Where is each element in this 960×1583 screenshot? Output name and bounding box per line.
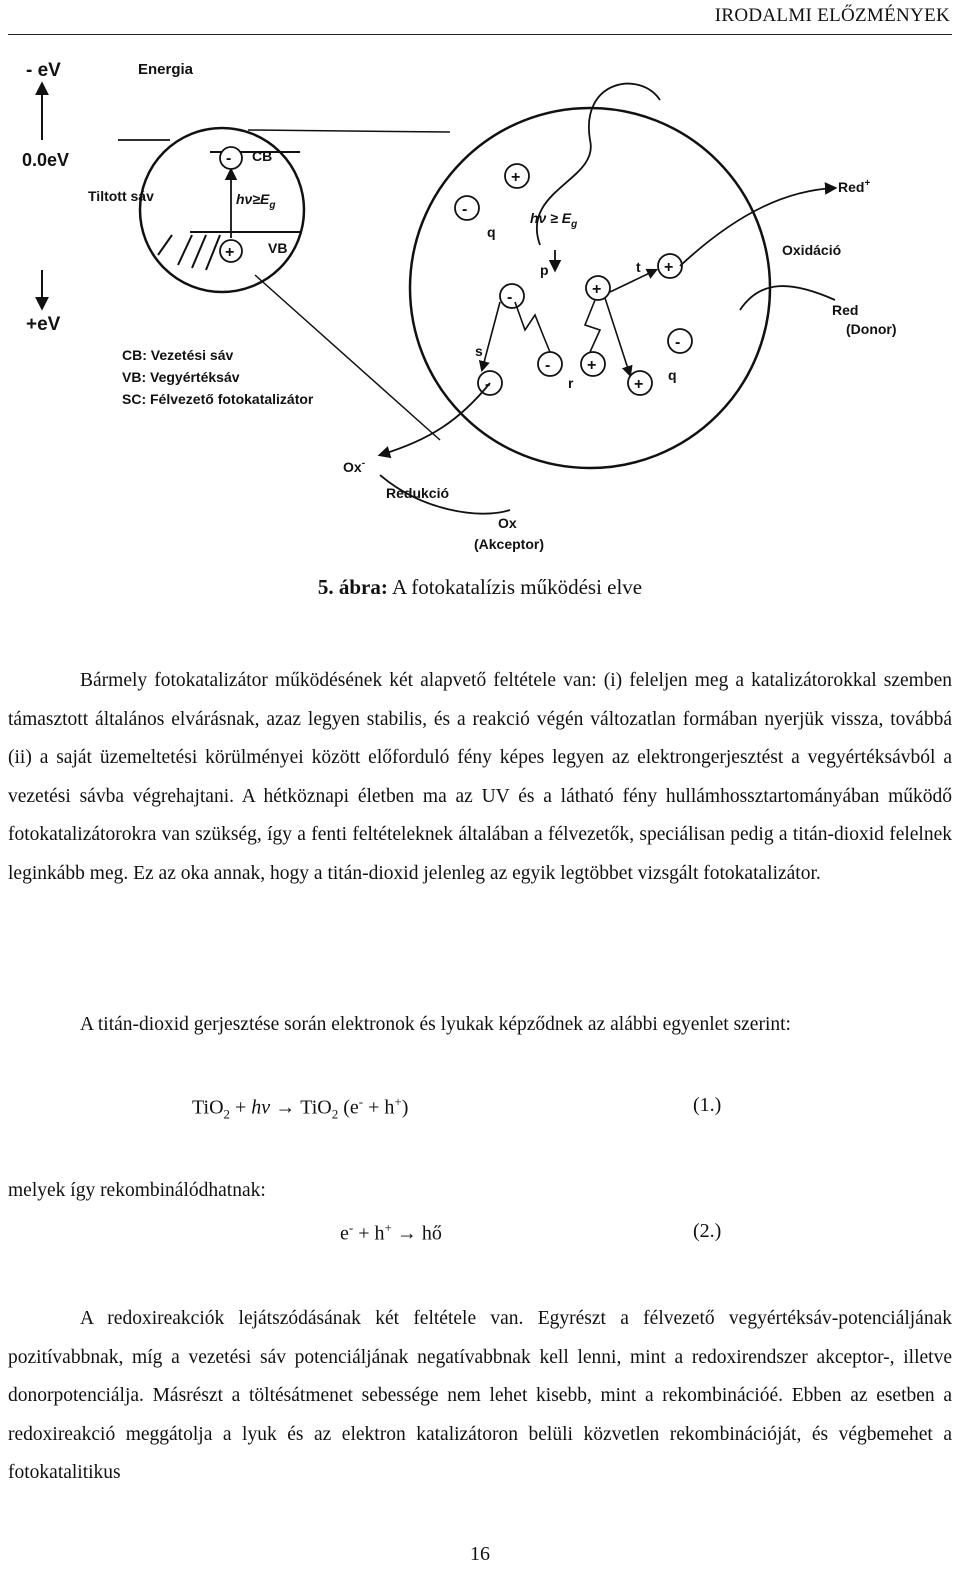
zoom-line-bottom <box>255 275 440 440</box>
svg-text:-: - <box>462 201 468 218</box>
svg-text:+: + <box>634 376 644 393</box>
electron-volume-arrow <box>482 302 500 370</box>
paragraph-1: Bármely fotokatalizátor működésének két alapvető feltétele van: (i) feleljen meg a katalizátorokkal szemben támasztott általános elvárásnak, azaz legyen stabilis, és a reakció végén változatlan formában nyerjük vissza, továbbá (ii) a saját üzemeltetési körülményei között előforduló fény képes legyen az elektrongerjesztést a vegyértéksávból a vezetési sávba végrehajtani. A hétköznapi életben ma az UV és a látható fény hullámhossztartományában működő fotokatalizátorokra van szükség, így a fenti feltételeknek általában a félvezetők, speciálisan pedig a titán-dioxid felelnek leginkább meg. Ez az oka annak, hogy a titán-dioxid jelenleg az egyik legtöbbet vizsgált fotokatalizátor. <box>8 670 952 884</box>
caption-text: A fotokatalízis működési elve <box>391 575 643 599</box>
reduction-product: Ox- <box>343 458 366 475</box>
paragraph-3: melyek így rekombinálódhatnak: <box>8 1180 266 1201</box>
hole-volume-arrow <box>605 298 630 375</box>
figure-caption <box>0 575 960 600</box>
axis-zero-label: 0.0eV <box>22 150 70 170</box>
hole-migration-arrow <box>610 270 656 292</box>
legend-sc: SC: Félvezető fotokatalizátor <box>122 391 314 407</box>
reduction-arrow <box>380 383 490 455</box>
donor-curve <box>740 286 835 310</box>
svg-text:+: + <box>587 357 597 374</box>
band-excitation-label: $h\nu\ge E_g$ <box>236 191 276 211</box>
axis-bottom-label: +eV <box>26 314 61 335</box>
svg-text:+: + <box>225 244 235 261</box>
legend-cb: CB: Vezetési sáv <box>122 347 234 363</box>
vb-label: VB <box>268 240 288 256</box>
equation-2: e- + h+ → hő <box>340 1220 442 1245</box>
photocatalysis-figure <box>0 40 960 570</box>
recombination-path-r <box>515 302 550 352</box>
svg-text:+: + <box>511 169 521 186</box>
zoom-line-top <box>248 130 450 132</box>
equation-1: TiO$_2$ + hν → TiO$_2$ (e- + h+) <box>192 1094 409 1122</box>
page-number: 16 <box>470 1543 490 1565</box>
reduction-reactant-role: (Akceptor) <box>474 536 545 552</box>
charge-carriers <box>455 164 692 395</box>
svg-text:+: + <box>664 259 674 276</box>
equation-1-number: (1.) <box>693 1094 722 1116</box>
svg-text:-: - <box>675 334 681 351</box>
svg-text:-: - <box>545 357 551 374</box>
particle-excitation-label: $h\nu \ge E_g$ <box>530 210 578 230</box>
path-s: s <box>475 343 483 359</box>
svg-text:-: - <box>226 150 232 167</box>
oxidation-label: Oxidáció <box>782 242 842 258</box>
oxidation-reactant-role: (Donor) <box>846 321 897 337</box>
path-p: p <box>540 262 549 278</box>
svg-text:+: + <box>592 281 602 298</box>
path-t: t <box>636 259 641 275</box>
axis-title: Energia <box>138 61 194 78</box>
reduction-reactant: Ox <box>498 515 517 531</box>
paragraph-4: A redoxireakciók lejátszódásának két feltétele van. Egyrészt a félvezető vegyértéksáv-potenciáljának pozitívabbnak, míg a vezetési sáv potenciáljának negatívabbnak kell lenni, mint a redoxirendszer akceptor-, illetve donorpotenciálja. Másrészt a töltésátmenet sebessége nem lehet kisebb, mint a rekombinációé. Ebben az esetben a redoxireakció meggátolja a lyuk és az elektron katalizátoron belüli közvetlen rekombinációját, és végbemehet a fotokatalitikus <box>8 1308 952 1484</box>
path-q-upper: q <box>487 224 496 240</box>
axis-top-label: - eV <box>26 60 61 81</box>
equation-2-number: (2.) <box>693 1220 722 1242</box>
oxidation-reactant: Red <box>832 302 859 318</box>
page-header: IRODALMI ELŐZMÉNYEK <box>714 5 950 26</box>
svg-text:-: - <box>507 289 513 306</box>
paragraph-2: A titán-dioxid gerjesztése során elektronok és lyukak képződnek az alábbi egyenlet szerint: <box>80 1014 791 1035</box>
reduction-label: Redukció <box>386 485 450 501</box>
path-q-lower: q <box>668 367 677 383</box>
photocatalysis-diagram <box>0 40 960 570</box>
path-r: r <box>568 375 574 391</box>
band-gap-label: Tiltott sáv <box>88 188 154 204</box>
legend-vb: VB: Vegyértéksáv <box>122 369 240 385</box>
header-rule <box>8 34 952 35</box>
vb-hatch <box>158 235 220 270</box>
svg-text:-: - <box>485 376 491 393</box>
oxidation-product: Red+ <box>838 178 871 195</box>
cb-label: CB <box>252 148 273 164</box>
caption-number: 5. ábra: <box>317 575 388 599</box>
recombination-path-s <box>585 300 600 352</box>
